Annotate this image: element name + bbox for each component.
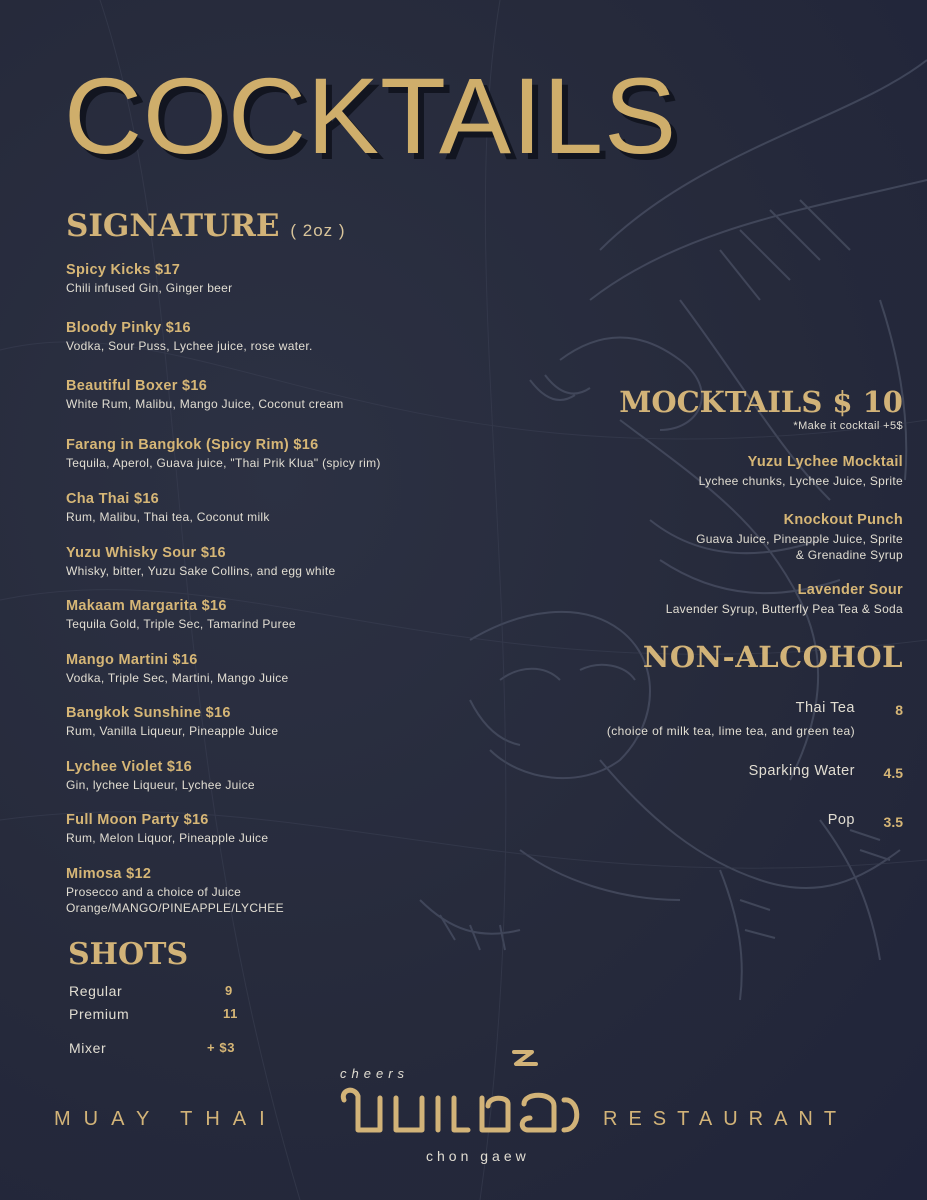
mocktail-name: Knockout Punch bbox=[783, 512, 903, 528]
cocktail-item bbox=[66, 652, 466, 686]
cocktail-item bbox=[66, 262, 466, 296]
cocktail-item bbox=[66, 320, 466, 354]
cocktail-item bbox=[66, 598, 466, 632]
signature-heading bbox=[66, 208, 346, 244]
cocktail-desc: Gin, lychee Liqueur, Lychee Juice bbox=[66, 778, 255, 792]
shots-heading: SHOTS bbox=[68, 937, 189, 972]
mocktail-desc: Guava Juice, Pineapple Juice, Sprite bbox=[696, 532, 903, 546]
cocktail-item bbox=[66, 378, 466, 412]
drink-price: 4.5 bbox=[883, 765, 903, 781]
footer-left-text: MUAY THAI bbox=[54, 1108, 278, 1130]
cocktail-desc: White Rum, Malibu, Mango Juice, Coconut cream bbox=[66, 397, 344, 411]
drink-price: 8 bbox=[895, 702, 903, 718]
shot-label: Mixer bbox=[69, 1040, 107, 1056]
cocktail-desc: Vodka, Triple Sec, Martini, Mango Juice bbox=[66, 671, 289, 685]
cocktail-name: Mimosa $12 bbox=[66, 866, 152, 882]
cocktail-desc: Rum, Melon Liquor, Pineapple Juice bbox=[66, 831, 269, 845]
drink-price: 3.5 bbox=[883, 814, 903, 830]
shot-row bbox=[69, 983, 249, 999]
cocktail-name: Spicy Kicks $17 bbox=[66, 262, 181, 278]
signature-heading-text: SIGNATURE bbox=[66, 208, 280, 244]
cocktail-desc: Tequila, Aperol, Guava juice, "Thai Prik Klua" (spicy rim) bbox=[66, 456, 381, 470]
mocktail-item bbox=[543, 512, 903, 563]
shot-row bbox=[69, 1006, 249, 1022]
cocktail-name: Full Moon Party $16 bbox=[66, 812, 209, 828]
shot-price: + $3 bbox=[207, 1040, 236, 1055]
drink-label: Sparking Water bbox=[748, 763, 855, 779]
shot-row bbox=[69, 1040, 249, 1056]
shot-price: 9 bbox=[225, 983, 233, 998]
non-alcohol-heading: NON-ALCOHOL bbox=[642, 640, 903, 674]
non-alcohol-row bbox=[543, 763, 903, 783]
mocktail-item bbox=[543, 582, 903, 617]
shot-label: Regular bbox=[69, 983, 123, 999]
mocktail-desc-2: & Grenadine Syrup bbox=[795, 548, 903, 562]
cocktail-name: Bloody Pinky $16 bbox=[66, 320, 191, 336]
footer-right-text: RESTAURANT bbox=[603, 1108, 848, 1130]
cocktail-desc: Rum, Malibu, Thai tea, Coconut milk bbox=[66, 510, 270, 524]
mocktails-heading: MOCKTAILS $ 10 bbox=[619, 385, 903, 419]
cocktail-name: Yuzu Whisky Sour $16 bbox=[66, 545, 226, 561]
mocktail-desc: Lavender Syrup, Butterfly Pea Tea & Soda bbox=[665, 602, 903, 616]
cocktail-name: Farang in Bangkok (Spicy Rim) $16 bbox=[66, 437, 319, 453]
cocktail-desc: Prosecco and a choice of Juice bbox=[66, 885, 242, 899]
cocktail-name: Bangkok Sunshine $16 bbox=[66, 705, 231, 721]
page-title: COCKTAILS bbox=[64, 55, 678, 176]
mocktail-item bbox=[543, 454, 903, 489]
cocktail-desc-2: Orange/MANGO/PINEAPPLE/LYCHEE bbox=[66, 901, 284, 915]
cocktail-item bbox=[66, 759, 466, 793]
cocktail-name: Beautiful Boxer $16 bbox=[66, 378, 208, 394]
shot-label: Premium bbox=[69, 1006, 130, 1022]
cheers-text: cheers bbox=[340, 1066, 410, 1081]
mocktails-note: *Make it cocktail +5$ bbox=[793, 420, 903, 432]
thai-tea-note: (choice of milk tea, lime tea, and green tea) bbox=[606, 724, 855, 738]
cocktail-item bbox=[66, 437, 466, 471]
cocktail-desc: Rum, Vanilla Liqueur, Pineapple Juice bbox=[66, 724, 279, 738]
cocktail-item bbox=[66, 705, 466, 739]
drink-label: Pop bbox=[827, 812, 855, 828]
signature-size: ( 2oz ) bbox=[290, 221, 346, 240]
cocktail-item bbox=[66, 866, 466, 916]
mocktail-desc: Lychee chunks, Lychee Juice, Sprite bbox=[698, 474, 903, 488]
cocktail-item bbox=[66, 812, 466, 846]
cocktail-name: Cha Thai $16 bbox=[66, 491, 160, 507]
cocktail-name: Lychee Violet $16 bbox=[66, 759, 192, 775]
restaurant-logo bbox=[330, 1040, 590, 1150]
cocktail-name: Mango Martini $16 bbox=[66, 652, 198, 668]
cocktail-desc: Tequila Gold, Triple Sec, Tamarind Puree bbox=[66, 617, 296, 631]
cocktail-item bbox=[66, 545, 466, 579]
mocktail-name: Lavender Sour bbox=[797, 582, 903, 598]
cocktail-desc: Vodka, Sour Puss, Lychee juice, rose water. bbox=[66, 339, 313, 353]
drink-label: Thai Tea bbox=[795, 700, 855, 716]
non-alcohol-row bbox=[543, 700, 903, 720]
cocktail-item bbox=[66, 491, 466, 525]
mocktail-name: Yuzu Lychee Mocktail bbox=[747, 454, 903, 470]
cocktail-desc: Chili infused Gin, Ginger beer bbox=[66, 281, 233, 295]
chon-gaew-text: chon gaew bbox=[426, 1148, 530, 1164]
cocktail-name: Makaam Margarita $16 bbox=[66, 598, 227, 614]
non-alcohol-row bbox=[543, 812, 903, 832]
cocktail-desc: Whisky, bitter, Yuzu Sake Collins, and egg white bbox=[66, 564, 336, 578]
shot-price: 11 bbox=[223, 1006, 238, 1021]
